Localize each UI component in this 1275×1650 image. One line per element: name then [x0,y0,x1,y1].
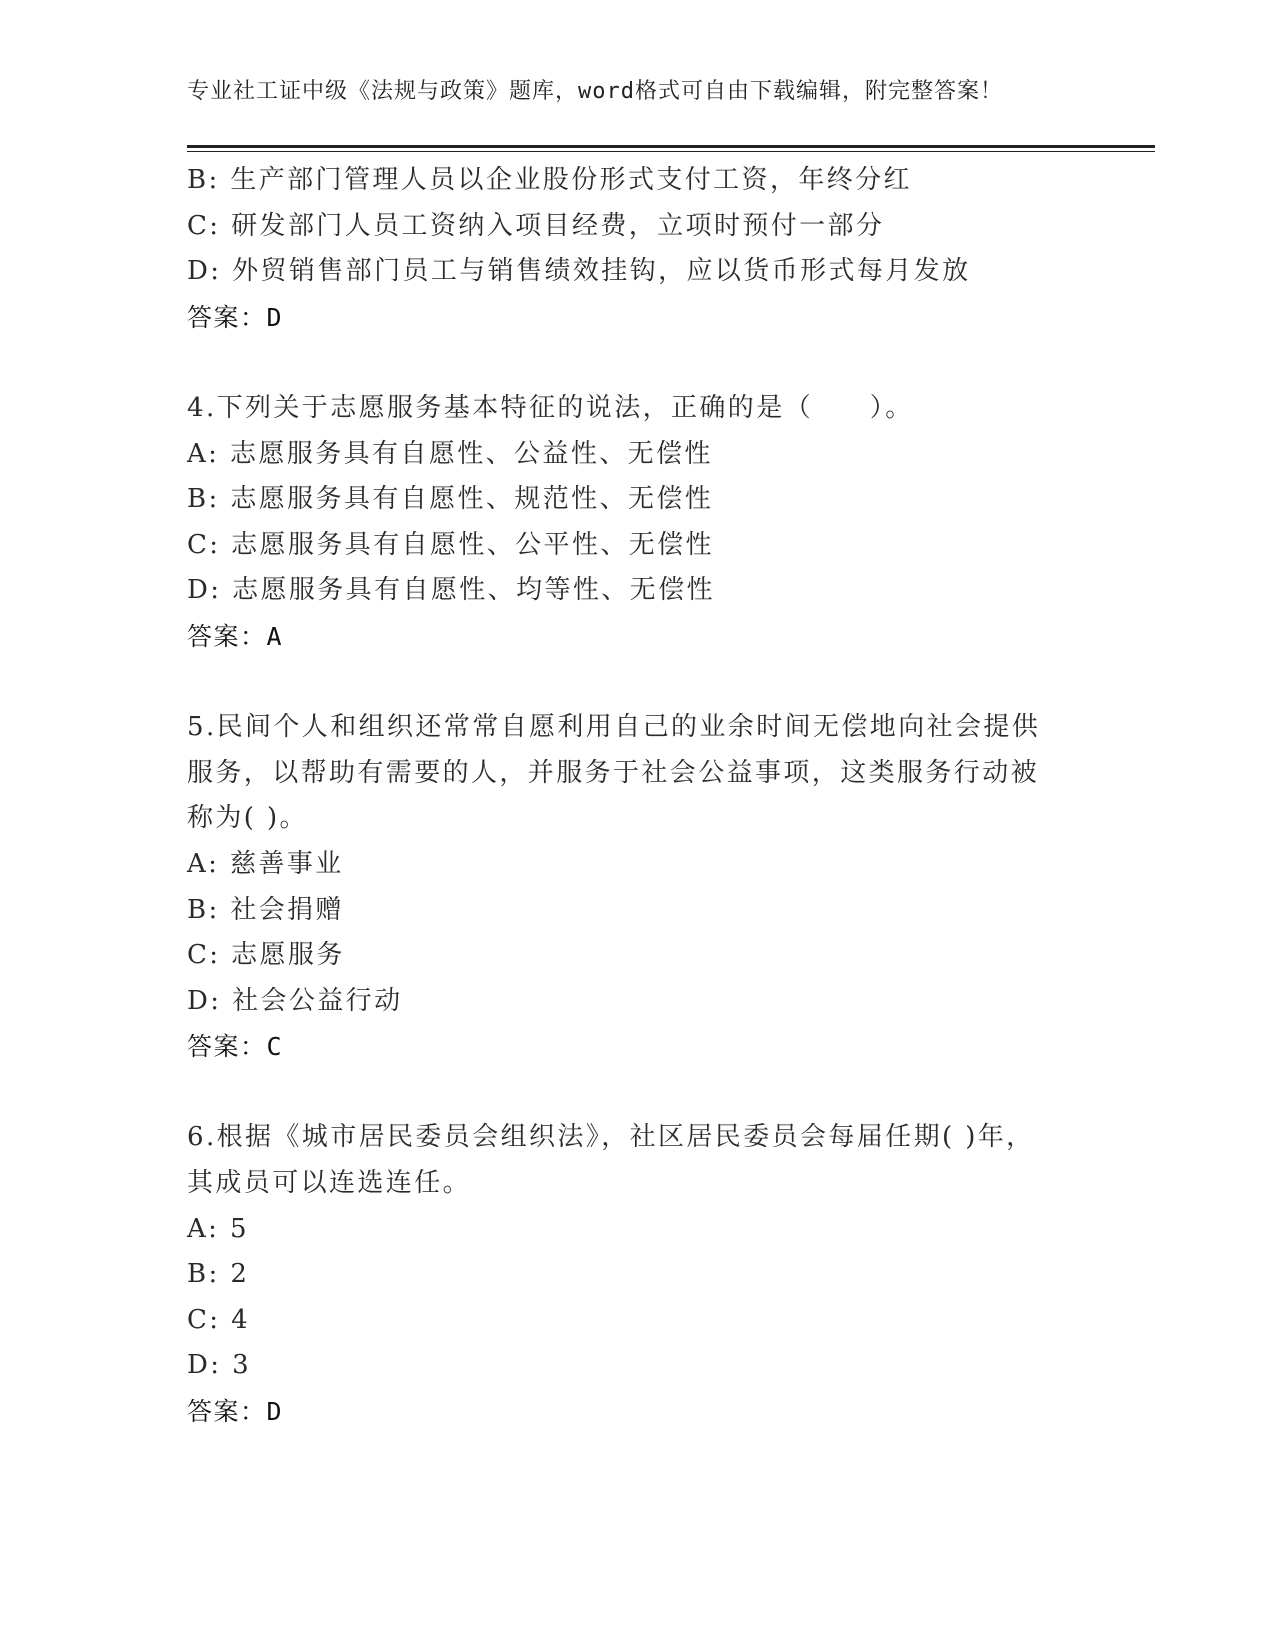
option-b: B: 志愿服务具有自愿性、规范性、无偿性 [187,484,714,515]
option-a: A: 慈善事业 [187,848,344,879]
option-d: D: 志愿服务具有自愿性、均等性、无偿性 [187,575,715,606]
option-c: C: 4 [187,1304,251,1335]
option-c: C: 志愿服务具有自愿性、公平性、无偿性 [187,529,714,560]
page-header: 专业社工证中级《法规与政策》题库，word格式可自由下载编辑，附完整答案！ [187,79,1003,104]
option-c: C: 研发部门人员工资纳入项目经费，立项时预付一部分 [187,210,885,241]
option-a: A: 5 [187,1213,249,1244]
question-stem: 服务，以帮助有需要的人，并服务于社会公益事项，这类服务行动被 [187,757,1040,788]
header-divider-thin [187,151,1155,152]
option-b: B: 社会捐赠 [187,894,344,925]
question-stem: 其成员可以连选连任。 [187,1168,472,1199]
option-c: C: 志愿服务 [187,940,345,971]
option-b: B: 生产部门管理人员以企业股份形式支付工资，年终分红 [187,165,912,195]
answer-line: 答案：A [187,621,284,651]
option-a: A: 志愿服务具有自愿性、公益性、无偿性 [187,438,713,469]
question-5 [187,705,1087,1070]
question-list [187,158,1087,1435]
answer-line: 答案：C [187,1032,284,1062]
question-stem: 称为( )。 [187,803,308,834]
option-d: D: 外贸销售部门员工与销售绩效挂钩，应以货币形式每月发放 [187,256,971,287]
option-b: B: 2 [187,1259,250,1290]
question-3-continued [187,158,1087,340]
question-stem: 4.下列关于志愿服务基本特征的说法，正确的是（ ）。 [187,392,914,423]
option-d: D: 社会公益行动 [187,985,403,1016]
question-stem: 6.根据《城市居民委员会组织法》，社区居民委员会每届任期( )年， [187,1122,1035,1153]
question-4 [187,386,1087,660]
header-divider-thick [187,145,1155,148]
answer-line: 答案：D [187,1397,284,1427]
answer-line: 答案：D [187,302,284,332]
option-d: D: 3 [187,1350,252,1381]
question-stem: 5.民间个人和组织还常常自愿利用自己的业余时间无偿地向社会提供 [187,712,1041,743]
question-6 [187,1115,1087,1434]
